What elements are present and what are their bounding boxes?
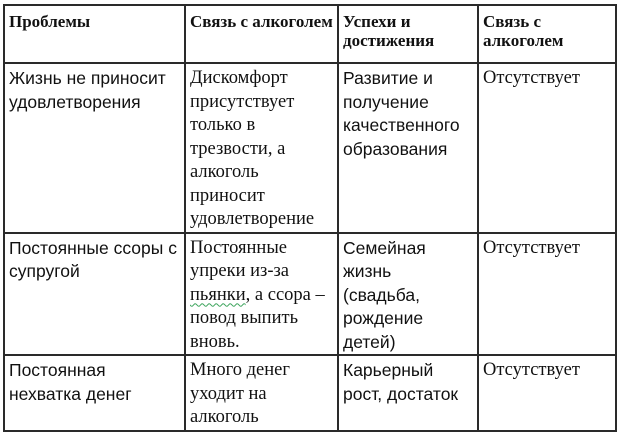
spellcheck-marked-word: пьянки [190, 284, 246, 305]
achievement-link-cell: Отсутствует [478, 233, 616, 356]
table-header-row [4, 5, 616, 63]
achievement-cell: Карьерный рост, достаток [338, 355, 478, 431]
header-achievements: Успехи и достижения [338, 5, 478, 63]
problem-link-text-start: Постоянные упреки из-за [190, 237, 290, 281]
achievement-cell: Развитие и получение качественного образования [338, 63, 478, 233]
achievement-cell: Семейная жизнь (свадьба, рождение детей) [338, 233, 478, 356]
problem-cell: Жизнь не приносит удовлетворения [4, 63, 185, 233]
problems-achievements-table [3, 4, 617, 432]
table-row [4, 233, 616, 356]
header-problems: Проблемы [4, 5, 185, 63]
achievement-link-cell: Отсутствует [478, 63, 616, 233]
problem-link-cell: Дискомфорт присутствует только в трезвости, а алкоголь приносит удовлетворение [185, 63, 338, 233]
problem-link-cell [185, 233, 338, 356]
header-problem-alcohol-link: Связь с алкоголем [185, 5, 338, 63]
header-achievement-alcohol-link: Связь с алкоголем [478, 5, 616, 63]
problem-cell: Постоянные ссоры с супругой [4, 233, 185, 356]
problem-link-text-end: , а ссора – повод выпить вновь. [190, 284, 325, 352]
problem-cell: Постоянная нехватка денег [4, 355, 185, 431]
achievement-link-cell: Отсутствует [478, 355, 616, 431]
table-row [4, 63, 616, 233]
table-row [4, 355, 616, 431]
problem-link-cell: Много денег уходит на алкоголь [185, 355, 338, 431]
